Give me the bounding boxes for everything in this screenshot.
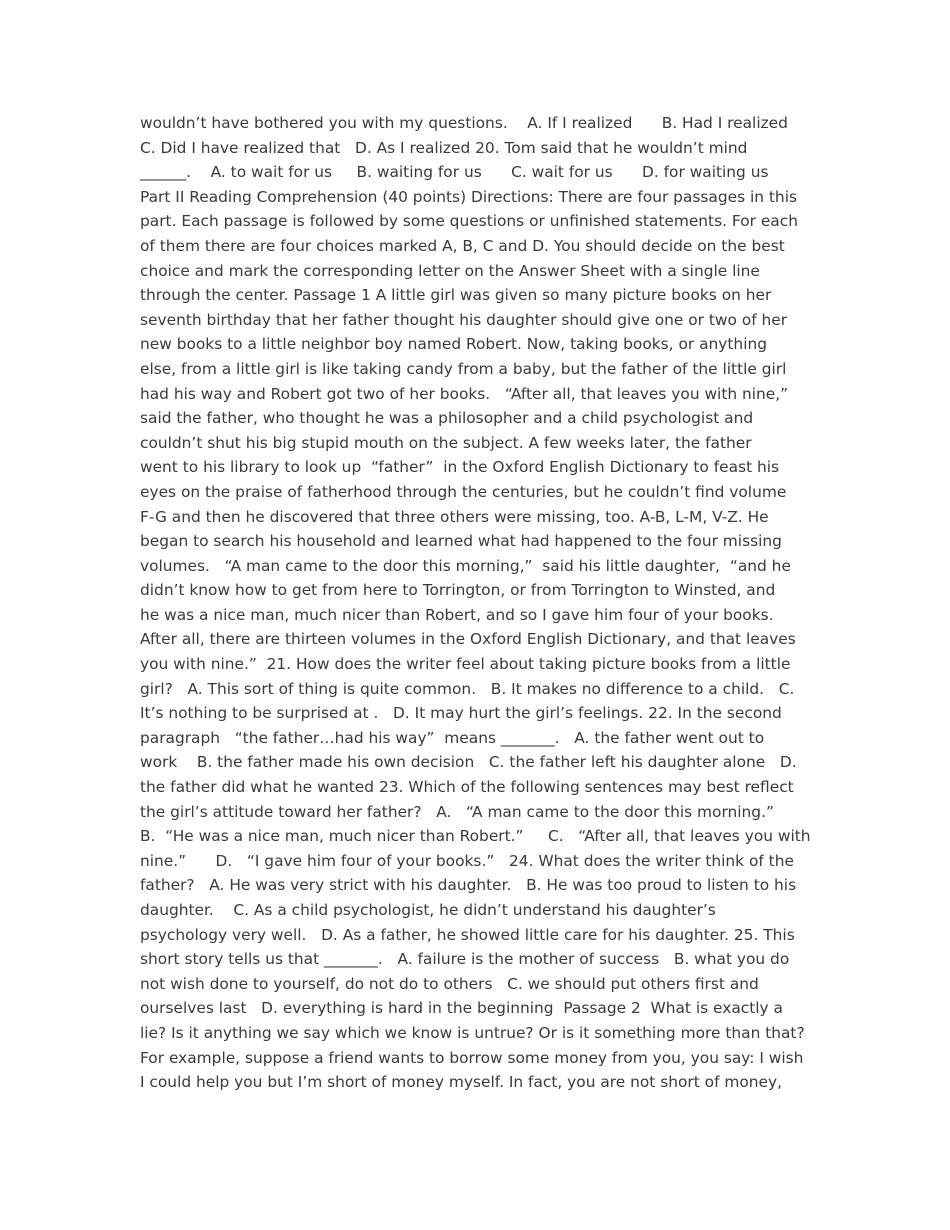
text-line: After all, there are thirteen volumes in the Oxford English Dictionary, and that leaves (140, 630, 796, 649)
text-line: father? A. He was very strict with his daughter. B. He was too proud to listen to his (140, 876, 797, 895)
text-line: through the center. Passage 1 A little girl was given so many picture books on her (140, 286, 772, 305)
text-line: short story tells us that _______. A. failure is the mother of success B. what you do (140, 950, 790, 969)
text-line: F-G and then he discovered that three others were missing, too. A-B, L-M, V-Z. He (140, 507, 769, 526)
text-line: went to his library to look up “father” in the Oxford English Dictionary to feast his (140, 458, 780, 477)
text-line: seventh birthday that her father thought his daughter should give one or two of her (140, 310, 788, 329)
text-line: girl? A. This sort of thing is quite common. B. It makes no difference to a child. C. (140, 679, 795, 698)
text-line: I could help you but I’m short of money myself. In fact, you are not short of money, (140, 1073, 783, 1092)
text-line: C. Did I have realized that D. As I realized 20. Tom said that he wouldn’t mind (140, 138, 748, 157)
text-line: had his way and Robert got two of her books. “After all, that leaves you with nine,” (140, 384, 789, 403)
text-line: else, from a little girl is like taking candy from a baby, but the father of the little girl (140, 359, 787, 378)
text-line: Part II Reading Comprehension (40 points) Directions: There are four passages in this (140, 187, 797, 206)
text-line: ourselves last D. everything is hard in the beginning Passage 2 What is exactly a (140, 999, 783, 1018)
text-line: the girl’s attitude toward her father? A. “A man came to the door this morning.” (140, 802, 774, 821)
text-line: choice and mark the corresponding letter on the Answer Sheet with a single line (140, 261, 760, 280)
text-line: nine.” D. “I gave him four of your books.” 24. What does the writer think of the (140, 851, 794, 870)
text-line: not wish done to yourself, do not do to others C. we should put others first and (140, 974, 759, 993)
text-line: B. “He was a nice man, much nicer than Robert.” C. “After all, that leaves you with (140, 827, 811, 846)
text-line: you with nine.” 21. How does the writer feel about taking picture books from a little (140, 655, 791, 674)
text-line: psychology very well. D. As a father, he showed little care for his daughter. 25. This (140, 925, 795, 944)
text-line: the father did what he wanted 23. Which of the following sentences may best reflect (140, 778, 794, 797)
text-line: began to search his household and learned what had happened to the four missing (140, 532, 782, 551)
text-line: new books to a little neighbor boy named Robert. Now, taking books, or anything (140, 335, 767, 354)
text-line: didn’t know how to get from here to Torrington, or from Torrington to Winsted, and (140, 581, 776, 600)
text-line: paragraph “the father…had his way” means _______. A. the father went out to (140, 728, 765, 747)
text-line: work B. the father made his own decision C. the father left his daughter alone D. (140, 753, 797, 772)
text-line: said the father, who thought he was a philosopher and a child psychologist and (140, 409, 754, 428)
text-line: eyes on the praise of fatherhood through the centuries, but he couldn’t find volume (140, 482, 787, 501)
text-line: volumes. “A man came to the door this morning,” said his little daughter, “and he (140, 556, 791, 575)
text-line: lie? Is it anything we say which we know is untrue? Or is it something more than that? (140, 1023, 805, 1042)
text-line: ______. A. to wait for us B. waiting for us C. wait for us D. for waiting us (140, 163, 769, 182)
text-line: It’s nothing to be surprised at . D. It may hurt the girl’s feelings. 22. In the second (140, 704, 782, 723)
text-line: of them there are four choices marked A, B, C and D. You should decide on the best (140, 236, 785, 255)
text-line: For example, suppose a friend wants to borrow some money from you, you say: I wish (140, 1048, 804, 1067)
text-line: daughter. C. As a child psychologist, he didn’t understand his daughter’s (140, 901, 716, 919)
body-text (140, 111, 812, 1095)
text-line: part. Each passage is followed by some questions or unfinished statements. For each (140, 212, 798, 231)
text-line: he was a nice man, much nicer than Robert, and so I gave him four of your books. (140, 605, 774, 624)
text-line: couldn’t shut his big stupid mouth on the subject. A few weeks later, the father (140, 433, 752, 452)
text-line: wouldn’t have bothered you with my questions. A. If I realized B. Had I realized (140, 114, 788, 132)
